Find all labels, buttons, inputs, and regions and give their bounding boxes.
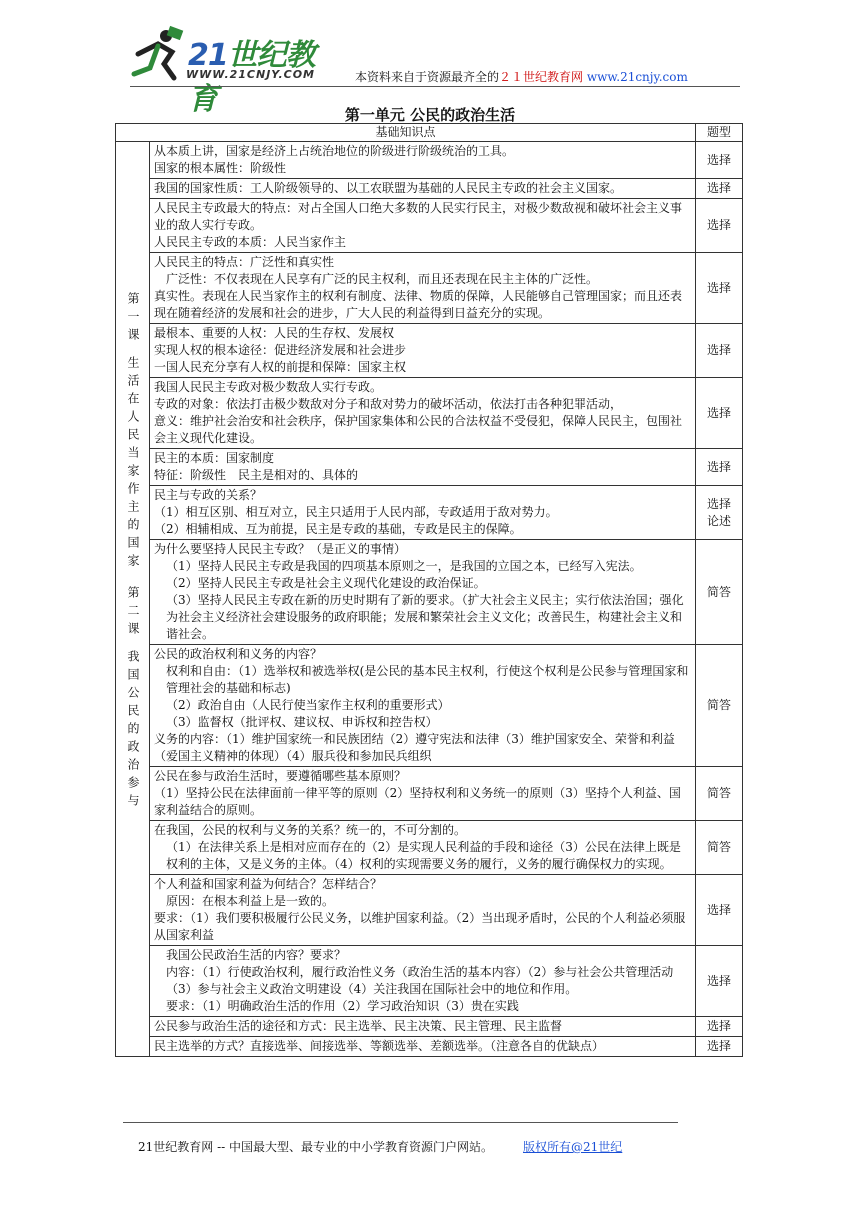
- question-type-cell: 选择: [696, 875, 743, 946]
- knowledge-line: （2）坚持人民民主专政是社会主义现代化建设的政治保证。: [166, 576, 486, 590]
- knowledge-line: 民主选举的方式？直接选举、间接选举、等额选举、差额选举。（注意各自的优缺点）: [154, 1039, 605, 1053]
- source-line: 本资料来自于资源最齐全的２１世纪教育网 www.21cnjy.com: [355, 70, 688, 84]
- knowledge-line: （2）政治自由（人民行使当家作主权利的重要形式）: [166, 698, 450, 712]
- knowledge-line: 真实性。表现在人民当家作主的权利有制度、法律、物质的保障，人民能够自己管理国家；而且还表现在随着经济的发展和社会的进步，广大人民的利益得到日益充分的实现。: [154, 289, 683, 320]
- question-type-cell: 选择: [696, 378, 743, 449]
- knowledge-line: 义务的内容：（1）维护国家统一和民族团结（2）遵守宪法和法律（3）维护国家安全、荣誉和利益（爱国主义精神的体现）（4）服兵役和参加民兵组织: [154, 732, 675, 763]
- knowledge-line: 国家的根本属性：阶级性: [154, 161, 287, 175]
- knowledge-cell: [150, 253, 696, 324]
- table-row: [116, 378, 743, 449]
- table-row: [116, 1017, 743, 1037]
- knowledge-cell: [150, 875, 696, 946]
- question-type-cell: 选择论述: [696, 486, 743, 540]
- header-divider: [130, 86, 740, 87]
- question-type-cell: 选择: [696, 179, 743, 199]
- copyright-link[interactable]: 版权所有@21世纪: [523, 1140, 623, 1154]
- knowledge-line: 我国公民政治生活的内容？要求？: [166, 948, 347, 962]
- question-type-cell: 选择: [696, 324, 743, 378]
- source-url-link[interactable]: www.21cnjy.com: [586, 70, 688, 84]
- table-header-row: [116, 124, 743, 142]
- knowledge-line: 权利和自由：（1）选举权和被选举权(是公民的基本民主权利，行使这个权利是公民参与管理国家和管理社会的基础和标志): [166, 664, 689, 695]
- knowledge-cell: [150, 1037, 696, 1057]
- knowledge-line: 我国人民民主专政对极少数敌人实行专政。: [154, 380, 383, 394]
- lesson-1-label: 第一课 生活在人民当家作主的国家: [126, 292, 140, 572]
- knowledge-line: 个人利益和国家利益为何结合？怎样结合？: [154, 877, 383, 891]
- knowledge-cell: [150, 142, 696, 179]
- knowledge-line: 特征：阶级性 民主是相对的、具体的: [154, 468, 359, 482]
- knowledge-line: 广泛性：不仅表现在人民享有广泛的民主权利，而且还表现在民主主体的广泛性。: [166, 272, 599, 286]
- knowledge-line: 在我国，公民的权利与义务的关系？统一的，不可分割的。: [154, 823, 467, 837]
- knowledge-line: 人民民主的特点：广泛性和真实性: [154, 255, 335, 269]
- knowledge-line: （1）坚持公民在法律面前一律平等的原则（2）坚持权利和义务统一的原则（3）坚持个人利益、国家利益结合的原则。: [154, 786, 681, 817]
- table-row: [116, 540, 743, 645]
- question-type-cell: 简答: [696, 645, 743, 767]
- question-type-cell: 选择: [696, 142, 743, 179]
- table-row: [116, 486, 743, 540]
- knowledge-line: 为什么要坚持人民民主专政？（是正义的事情）: [154, 542, 407, 556]
- logo-url: WWW.21CNJY.COM: [186, 68, 315, 81]
- table-row: [116, 767, 743, 821]
- knowledge-cell: [150, 645, 696, 767]
- knowledge-line: 我国的国家性质：工人阶级领导的、以工农联盟为基础的人民民主专政的社会主义国家。: [154, 181, 623, 195]
- knowledge-table: [115, 123, 743, 1057]
- knowledge-cell: [150, 821, 696, 875]
- knowledge-line: 原因：在根本利益上是一致的。: [166, 894, 335, 908]
- table-row: [116, 142, 743, 179]
- knowledge-line: 人民民主专政最大的特点：对占全国人口绝大多数的人民实行民主，对极少数敌视和破坏社会主义事业的敌人实行专政。: [154, 201, 683, 232]
- knowledge-line: （3）监督权（批评权、建议权、申诉权和控告权）: [166, 715, 438, 729]
- knowledge-cell: [150, 449, 696, 486]
- knowledge-cell: [150, 199, 696, 253]
- knowledge-line: 意义：维护社会治安和社会秩序，保护国家集体和公民的合法权益不受侵犯，保障人民民主，包围社会主义现代化建设。: [154, 414, 683, 445]
- knowledge-cell: [150, 378, 696, 449]
- lesson-column: [116, 142, 150, 1057]
- knowledge-line: （1）在法律关系上是相对应而存在的（2）是实现人民利益的手段和途径（3）公民在法律上既是权利的主体，又是义务的主体。（4）权利的实现需要义务的履行，义务的履行确保权力的实现。: [166, 840, 681, 871]
- table-row: [116, 324, 743, 378]
- knowledge-line: 公民的政治权利和义务的内容？: [154, 647, 323, 661]
- knowledge-line: 实现人权的根本途径：促进经济发展和社会进步: [154, 343, 407, 357]
- knowledge-line: 民主的本质：国家制度: [154, 451, 275, 465]
- column-header-type: 题型: [696, 124, 743, 142]
- knowledge-line: 民主与专政的关系？: [154, 488, 263, 502]
- knowledge-cell: [150, 540, 696, 645]
- question-type-cell: 选择: [696, 946, 743, 1017]
- knowledge-line: （1）坚持人民民主专政是我国的四项基本原则之一，是我国的立国之本，已经写入宪法。: [166, 559, 642, 573]
- table-row: [116, 449, 743, 486]
- question-type-cell: 简答: [696, 767, 743, 821]
- question-type-cell: 选择: [696, 449, 743, 486]
- knowledge-line: （2）相辅相成、互为前提，民主是专政的基础，专政是民主的保障。: [154, 522, 522, 536]
- footer-divider: [123, 1122, 678, 1123]
- knowledge-line: 要求：（1）我们要积极履行公民义务，以维护国家利益。（2）当出现矛盾时，公民的个人利益必须服从国家利益: [154, 911, 686, 942]
- knowledge-line: （1）相互区别、相互对立，民主只适用于人民内部，专政适用于敌对势力。: [154, 505, 558, 519]
- knowledge-cell: [150, 179, 696, 199]
- table-row: [116, 821, 743, 875]
- knowledge-line: 公民在参与政治生活时，要遵循哪些基本原则？: [154, 769, 407, 783]
- knowledge-cell: [150, 486, 696, 540]
- knowledge-line: 公民参与政治生活的途径和方式：民主选举、民主决策、民主管理、民主监督: [154, 1019, 563, 1033]
- logo-text: 21世纪教育: [188, 38, 315, 117]
- question-type-cell: 简答: [696, 540, 743, 645]
- knowledge-line: （3）坚持人民民主专政在新的历史时期有了新的要求。（扩大社会主义民主；实行依法治国；强化为社会主义经济社会建设服务的政府职能；发展和繁荣社会主义文化；改善民生，构建社会主义和谐社会。: [166, 593, 684, 641]
- table-row: [116, 875, 743, 946]
- source-site-name: ２１世纪教育网: [499, 70, 584, 84]
- table-row: [116, 253, 743, 324]
- knowledge-line: 要求：（1）明确政治生活的作用（2）学习政治知识（3）贵在实践: [166, 999, 519, 1013]
- knowledge-line: 从本质上讲，国家是经济上占统治地位的阶级进行阶级统治的工具。: [154, 144, 515, 158]
- question-type-cell: 选择: [696, 1017, 743, 1037]
- question-type-cell: 简答: [696, 821, 743, 875]
- knowledge-cell: [150, 324, 696, 378]
- knowledge-cell: [150, 1017, 696, 1037]
- table-row: [116, 179, 743, 199]
- knowledge-line: 一国人民充分享有人权的前提和保障：国家主权: [154, 360, 407, 374]
- knowledge-line: 最根本、重要的人权：人民的生存权、发展权: [154, 326, 395, 340]
- runner-icon: [128, 24, 188, 84]
- column-header-knowledge: 基础知识点: [116, 124, 696, 142]
- footer: 21世纪教育网 -- 中国最大型、最专业的中小学教育资源门户网站。 版权所有@21世纪: [138, 1140, 623, 1154]
- knowledge-cell: [150, 946, 696, 1017]
- site-logo: [128, 24, 338, 117]
- question-type-cell: 选择: [696, 1037, 743, 1057]
- knowledge-line: 专政的对象：依法打击极少数敌对分子和敌对势力的破坏活动，依法打击各种犯罪活动，: [154, 397, 623, 411]
- table-row: [116, 1037, 743, 1057]
- table-row: [116, 199, 743, 253]
- page-title: 第一单元 公民的政治生活: [344, 106, 516, 124]
- knowledge-line: 人民民主专政的本质：人民当家作主: [154, 235, 347, 249]
- table-row: [116, 946, 743, 1017]
- question-type-cell: 选择: [696, 253, 743, 324]
- knowledge-line: 内容：（1）行使政治权利，履行政治性义务（政治生活的基本内容）（2）参与社会公共管理活动（3）参与社会主义政治文明建设（4）关注我国在国际社会中的地位和作用。: [166, 965, 674, 996]
- table-row: [116, 645, 743, 767]
- lesson-2-label: 第二课 我国公民的政治参与: [126, 585, 140, 812]
- knowledge-cell: [150, 767, 696, 821]
- question-type-cell: 选择: [696, 199, 743, 253]
